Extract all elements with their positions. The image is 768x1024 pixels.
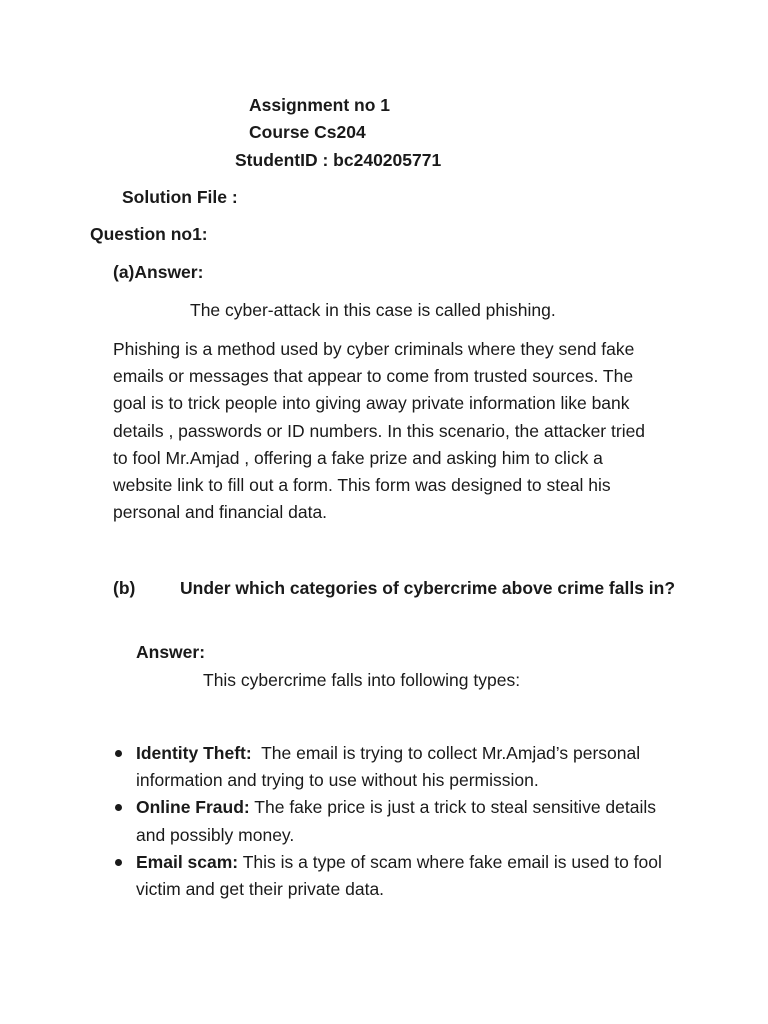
solution-label: Solution File : [122,187,238,207]
part-a-label: (a)Answer: [113,262,204,282]
bullet-icon [115,750,122,757]
item-text-continued: information and trying to use without his permission. [136,770,539,791]
paragraph-line: emails or messages that appear to come from trusted sources. The [113,366,634,387]
item-term: Identity Theft: [136,743,252,763]
student-id: StudentID : bc240205771 [235,150,442,170]
list-item-online-fraud [113,794,733,848]
bullet-icon [115,859,122,866]
item-text-continued: victim and get their private data. [136,879,385,900]
part-a-summary: The cyber-attack in this case is called phishing. [190,300,556,320]
part-a-paragraph [113,336,713,526]
item-term: Email scam: [136,851,239,872]
item-text: The fake price is just a trick to steal sensitive details [254,797,656,818]
list-item-identity-theft [113,740,733,794]
cybercrime-types-list [113,740,733,903]
list-item-email-scam [113,849,733,903]
paragraph-line: details , passwords or ID numbers. In this scenario, the attacker tried [113,420,646,441]
part-b-question: Under which categories of cybercrime above crime falls in? [180,578,676,598]
question-label: Question no1: [90,224,208,244]
item-text: This is a type of scam where fake email is used to fool [242,851,662,872]
paragraph-line: Phishing is a method used by cyber criminals where they send fake [113,339,635,359]
paragraph-line: personal and financial data. [113,502,328,523]
part-b-label: (b) [113,578,136,598]
part-b-intro: This cybercrime falls into following types: [203,670,521,690]
item-text-continued: and possibly money. [136,824,295,845]
assignment-title: Assignment no 1 [249,95,390,115]
paragraph-line: to fool Mr.Amjad , offering a fake prize and asking him to click a [113,447,603,468]
item-text: The email is trying to collect Mr.Amjad’s personal [261,743,641,763]
paragraph-line: goal is to trick people into giving away private information like bank [113,393,630,414]
course-title: Course Cs204 [249,122,366,142]
paragraph-line: website link to fill out a form. This form was designed to steal his [113,475,611,496]
part-b-answer-label: Answer: [136,642,206,662]
bullet-icon [115,804,122,811]
item-term: Online Fraud: [136,797,250,818]
